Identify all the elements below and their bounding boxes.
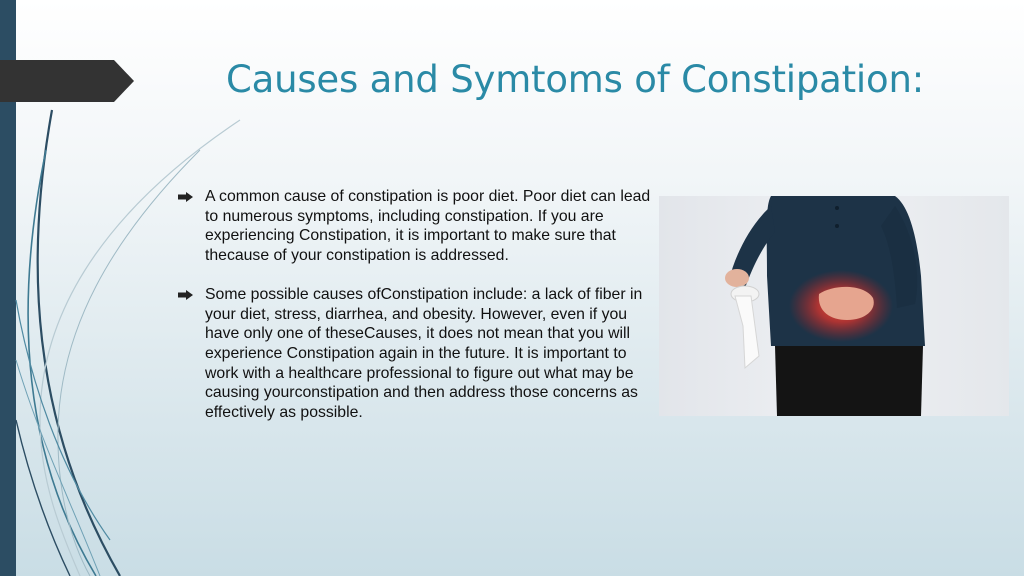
bullet-item [176, 187, 654, 266]
bullet-text: A common cause of constipation is poor diet. Poor diet can lead to numerous symptoms, including constipation. If you are experiencing Constipation, it is important to make sure that thecause of your constipation is addressed. [205, 188, 651, 265]
bullet-list [176, 187, 654, 442]
arrow-bullet-icon [178, 290, 193, 300]
slide-title: Causes and Symtoms of Constipation: [226, 58, 924, 101]
bullet-text: Some possible causes ofConstipation include: a lack of fiber in your diet, stress, diarrhea, and obesity. However, even if you have only one of theseCauses, it does not mean that you will experience Constipation again in the future. It is important to work with a healthcare professional to figure out what may be causing yourconstipation and then address those concerns as effectively as possible. [205, 285, 643, 422]
arrow-bullet-icon [178, 192, 193, 202]
bullet-item [176, 285, 654, 423]
stomach-pain-photo [659, 196, 1009, 416]
title-tab-shape [0, 60, 134, 102]
